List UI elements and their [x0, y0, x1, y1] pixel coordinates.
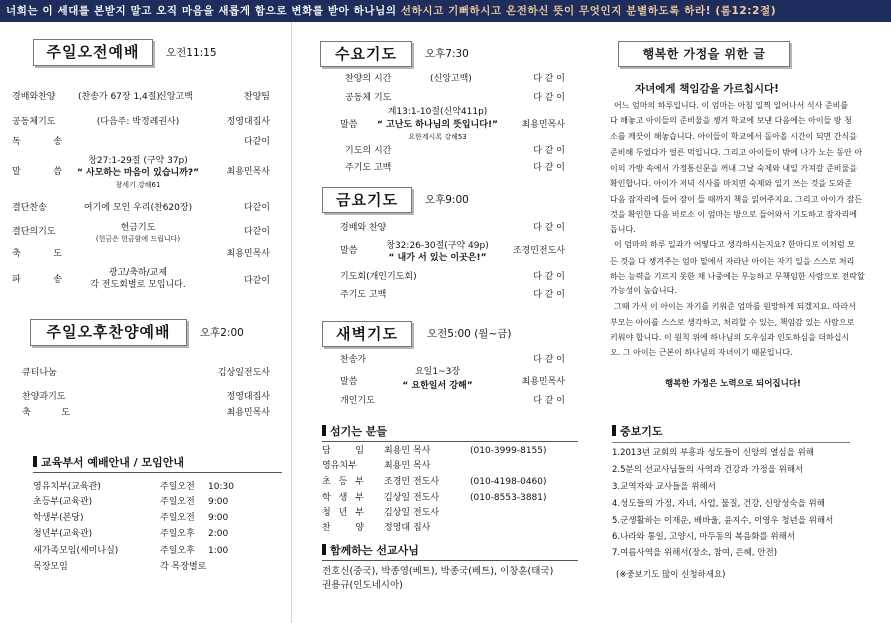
wednesday-title: 수요기도: [320, 41, 412, 67]
order-label: 축 도: [22, 408, 70, 418]
missionaries-title: 함께하는 선교사님: [330, 544, 419, 557]
servant-phone: (010-3999-8155): [470, 446, 547, 456]
order-label: 독 송: [12, 137, 62, 147]
order-label: 찬양과기도: [22, 392, 66, 402]
section-marker-icon: [33, 456, 37, 467]
wednesday-time: 오후7:30: [425, 48, 469, 60]
order-label: 결단찬송: [12, 203, 47, 213]
education-title: 교육부서 예배안내 / 모임안내: [41, 456, 185, 469]
servant-name: 정영대 집사: [384, 523, 431, 533]
order-leader: 다 같 이: [533, 93, 565, 103]
sunday-afternoon-time: 오후2:00: [200, 327, 244, 339]
order-label: 말씀: [340, 120, 358, 130]
servant-role: 찬 양: [322, 523, 364, 533]
servant-name: 김상일 전도사: [384, 493, 440, 503]
sermon-title: “ 요한일서 강해”: [402, 381, 473, 391]
article-line: 다 해놓고 아이들의 준비물을 챙겨 학교에 보낸 다음에는 아이들 방 청: [610, 116, 852, 125]
order-detail: 신앙고백: [158, 92, 193, 102]
order-label: 말 씀: [12, 167, 62, 177]
prayer-item: 7.여름사역을 위해서(장소, 참여, 은혜, 안전): [612, 548, 778, 558]
order-leader: 다같이: [243, 137, 270, 147]
article-line: 소를 깨끗이 해놓습니다. 아이들이 학교에서 돌아올 시간이 되면 간식을: [610, 132, 857, 141]
order-label: 파 송: [12, 275, 62, 285]
article-line: 어느 엄마의 하루입니다. 이 엄마는 아침 일찍 일어나서 식사 준비를: [614, 101, 849, 110]
order-label: 말씀: [340, 377, 358, 387]
scripture-reference: 계13:1-10절(신약411p): [387, 107, 488, 117]
article-line: 것을 확인한 다음 비로소 이 엄마는 방으로 들어와서 기도하고 잠자리에: [610, 210, 857, 219]
order-label: 기도의 시간: [345, 146, 392, 156]
family-article-header: 행복한 가정을 위한 글: [618, 41, 790, 67]
prayer-item: 3.교역자와 교사들을 위해서: [612, 482, 716, 492]
article-line: 키워야 합니다. 이 원칙 위에 하나님의 도우심과 인도하심을 더하십시: [610, 333, 850, 342]
dept-time: 9:00: [208, 513, 229, 523]
order-leader: 다 같 이: [533, 355, 565, 365]
sunday-morning-time: 오전11:15: [166, 47, 217, 59]
dept-day: 주일오후: [160, 529, 195, 539]
sermon-title: “ 내가 서 있는 이곳은!”: [388, 253, 487, 263]
scripture-reference: 요일1~3장: [414, 367, 461, 377]
servants-title: 섬기는 분들: [330, 425, 387, 438]
article-line: 확인합니다. 아이가 저녁 식사를 마치면 숙제와 일기 쓰는 것을 도와준: [610, 179, 852, 188]
order-leader: 다 같 이: [533, 290, 565, 300]
servants-section-heading: [322, 425, 387, 439]
servant-name: 김상일 전도사: [384, 508, 440, 518]
order-leader: 정영대집사: [226, 117, 270, 127]
order-label: 경배와찬양: [12, 92, 56, 102]
order-label: 찬송가: [340, 355, 367, 365]
article-line: 이 엄마의 하루 일과가 어떻다고 생각하시는지요? 한마디로 이처럼 모: [614, 240, 855, 249]
servant-role: 담 임: [322, 446, 364, 456]
order-note: 각 전도회별로 모입니다.: [90, 280, 186, 290]
servant-role: 학 생 부: [322, 493, 364, 503]
dept-time: 9:00: [208, 497, 229, 507]
order-leader: 최용민목사: [226, 408, 270, 418]
banner-verse-highlight: 선하시고 기뻐하시고 온전하신 뜻이 무엇인지 분별하도록 하라! (롬12:2절): [400, 5, 777, 17]
missionary-list-line: 전호신(중국), 박종영(베트), 박종국(베트), 이창훈(태국): [322, 566, 554, 577]
order-leader: 최용민목사: [521, 377, 565, 387]
intercession-title: 중보기도: [620, 425, 663, 438]
scripture-reference: 창27:1-29절 (구약 37p): [88, 156, 188, 166]
order-leader: 다 같 이: [533, 396, 565, 406]
dept-name: 목장모임: [33, 562, 68, 572]
intercession-note: (※중보기도 많이 신청하세요): [616, 570, 726, 580]
dept-name: 영유치부(교육관): [33, 482, 101, 492]
dept-day: 주일오전: [160, 497, 195, 507]
article-line: 그때 가서 이 아이는 자기를 키워준 엄마를 원망하게 되겠지요. 따라서: [614, 302, 856, 311]
sunday-afternoon-title: 주일오후찬양예배: [30, 319, 187, 346]
order-label: 큐티나눔: [22, 368, 57, 378]
servants-underline: [322, 441, 578, 442]
order-label: 결단의기도: [12, 227, 56, 237]
order-leader: 찬양팀: [243, 92, 270, 102]
order-detail: 여기에 모인 우리(찬620장): [83, 203, 193, 213]
education-section-heading: [33, 456, 184, 470]
dept-day: 각 목장별로: [160, 562, 207, 572]
family-article-title: 자녀에게 책임감을 가르칩시다!: [635, 83, 779, 95]
sermon-series: 요한계시록 강해53: [408, 133, 467, 141]
order-label: 축 도: [12, 249, 62, 259]
dawn-time: 오전5:00 (월~금): [427, 328, 512, 340]
family-article-closing: 행복한 가정은 노력으로 되어집니다!: [665, 379, 801, 389]
order-label: 경배와 찬양: [340, 223, 387, 233]
prayer-item: 4.성도들의 가정, 자녀, 사업, 물질, 건강, 신앙성숙을 위해: [612, 499, 825, 509]
section-marker-icon: [322, 425, 326, 436]
dept-time: 1:00: [208, 546, 229, 556]
order-leader: 다 같 이: [533, 272, 565, 282]
dept-name: 초등부(교육관): [33, 497, 93, 507]
servant-name: 최용민 목사: [384, 461, 431, 471]
article-line: 든 것을 다 챙겨주는 엄마 밑에서 자라난 아이는 자기 일을 스스로 처리: [610, 257, 855, 266]
order-detail: 헌금기도: [120, 223, 156, 233]
sunday-morning-title: 주일오전예배: [33, 39, 153, 66]
article-line: 이의 가방 속에서 가정통신문을 꺼내 그날 숙제와 내일 가져갈 준비물을: [610, 164, 857, 173]
dept-name: 새가족모임(세미나실): [33, 546, 119, 556]
servant-phone: (010-4198-0460): [470, 477, 547, 487]
order-detail: (신앙고백): [430, 74, 472, 84]
servant-role: 청 년 부: [322, 508, 364, 518]
dept-day: 주일오전: [160, 513, 195, 523]
order-leader: 조경민전도사: [512, 246, 565, 256]
prayer-item: 5.군생활하는 이재운, 배바울, 윤지수, 이영우 청년을 위해서: [612, 516, 834, 526]
article-line: 듭니다.: [610, 225, 636, 234]
dept-day: 주일오전: [160, 482, 195, 492]
section-marker-icon: [322, 544, 326, 555]
order-label: 개인기도: [340, 396, 375, 406]
article-line: 오. 그 아이는 근본이 하나님의 자녀이기 때문입니다.: [610, 348, 793, 357]
friday-time: 오후9:00: [425, 194, 469, 206]
friday-title: 금요기도: [322, 187, 412, 213]
article-line: 가능성이 높습니다.: [610, 286, 677, 295]
order-detail: (찬송가 67장 1,4절): [78, 92, 160, 102]
order-leader: 다 같 이: [533, 74, 565, 84]
order-leader: 정영대집사: [226, 392, 270, 402]
dept-name: 학생부(본당): [33, 513, 84, 523]
sermon-title: “ 고난도 하나님의 뜻입니다!”: [377, 120, 498, 130]
sermon-series: 창세기 강해61: [115, 181, 161, 189]
article-line: 준비해 두었다가 얼른 먹입니다. 그리고 아이들이 밖에 나가 노는 동안 아: [610, 148, 863, 157]
order-label: 기도회(개인기도회): [340, 272, 417, 282]
missionaries-section-heading: [322, 544, 419, 558]
column-divider: [291, 22, 292, 623]
order-leader: 다같이: [243, 203, 270, 213]
order-leader: 최용민목사: [226, 167, 270, 177]
order-label: 주기도 고백: [345, 163, 392, 173]
servant-role: 영유치부: [322, 461, 357, 471]
order-leader: 김상일전도사: [217, 368, 270, 378]
section-marker-icon: [612, 425, 616, 436]
servant-phone: (010-8553-3881): [470, 493, 547, 503]
order-leader: 다같이: [243, 227, 270, 237]
order-detail: 광고/축하/교제: [108, 268, 168, 278]
order-label: 찬양의 시간: [345, 74, 392, 84]
order-label: 공동체기도: [12, 117, 56, 127]
missionaries-underline: [322, 560, 578, 561]
order-leader: 다 같 이: [533, 163, 565, 173]
article-line: 하는 능력을 기르지 못한 채 나중에는 무능하고 무책임한 사람으로 전락할: [610, 272, 865, 281]
verse-banner: [0, 0, 891, 22]
order-note: (헌금은 헌금함에 드립니다): [95, 235, 181, 243]
order-leader: 다 같 이: [533, 146, 565, 156]
prayer-item: 6.나라와 통일, 고양시, 마두동의 복음화를 위해서: [612, 532, 796, 542]
article-line: 다음 잠자리에 들어 잠이 들 때까지 책을 읽어주지요. 그리고 아이가 잠든: [610, 195, 863, 204]
article-line: 부모는 아이를 스스로 생각하고, 처리할 수 있는, 책임감 있는 사람으로: [610, 318, 855, 327]
scripture-reference: 창32:26-30절(구약 49p): [386, 241, 489, 251]
prayer-item: 2.5분의 선교사님들의 사역과 건강과 가정을 위해서: [612, 465, 804, 475]
education-underline: [33, 472, 282, 473]
servant-role: 초 등 부: [322, 477, 364, 487]
order-leader: 최용민목사: [226, 249, 270, 259]
dept-time: 10:30: [208, 482, 234, 492]
dept-name: 청년부(교육관): [33, 529, 93, 539]
order-leader: 다같이: [243, 276, 270, 286]
order-label: 공동체 기도: [345, 93, 392, 103]
intercession-underline: [612, 442, 850, 443]
intercession-section-heading: [612, 425, 663, 439]
dept-time: 2:00: [208, 529, 229, 539]
order-leader: 다 같 이: [533, 223, 565, 233]
servant-name: 조경민 전도사: [384, 477, 440, 487]
dept-day: 주일오후: [160, 546, 195, 556]
dawn-title: 새벽기도: [322, 321, 412, 347]
servant-name: 최용민 목사: [384, 446, 431, 456]
banner-verse-main: 너희는 이 세대를 본받지 말고 오직 마음을 새롭게 함으로 변화를 받아 하나님의: [6, 5, 401, 17]
order-label: 주기도 고백: [340, 290, 387, 300]
prayer-item: 1.2013년 교회의 부흥과 성도들이 신앙의 열심을 위해: [612, 448, 814, 458]
order-leader: 최용민목사: [521, 120, 565, 130]
order-detail: (다음주: 박정례권사): [96, 117, 180, 127]
sermon-title: “ 사모하는 마음이 있습니까?”: [76, 168, 200, 178]
order-label: 말씀: [340, 246, 358, 256]
missionary-list-line: 권용규(인도네시아): [322, 580, 403, 591]
